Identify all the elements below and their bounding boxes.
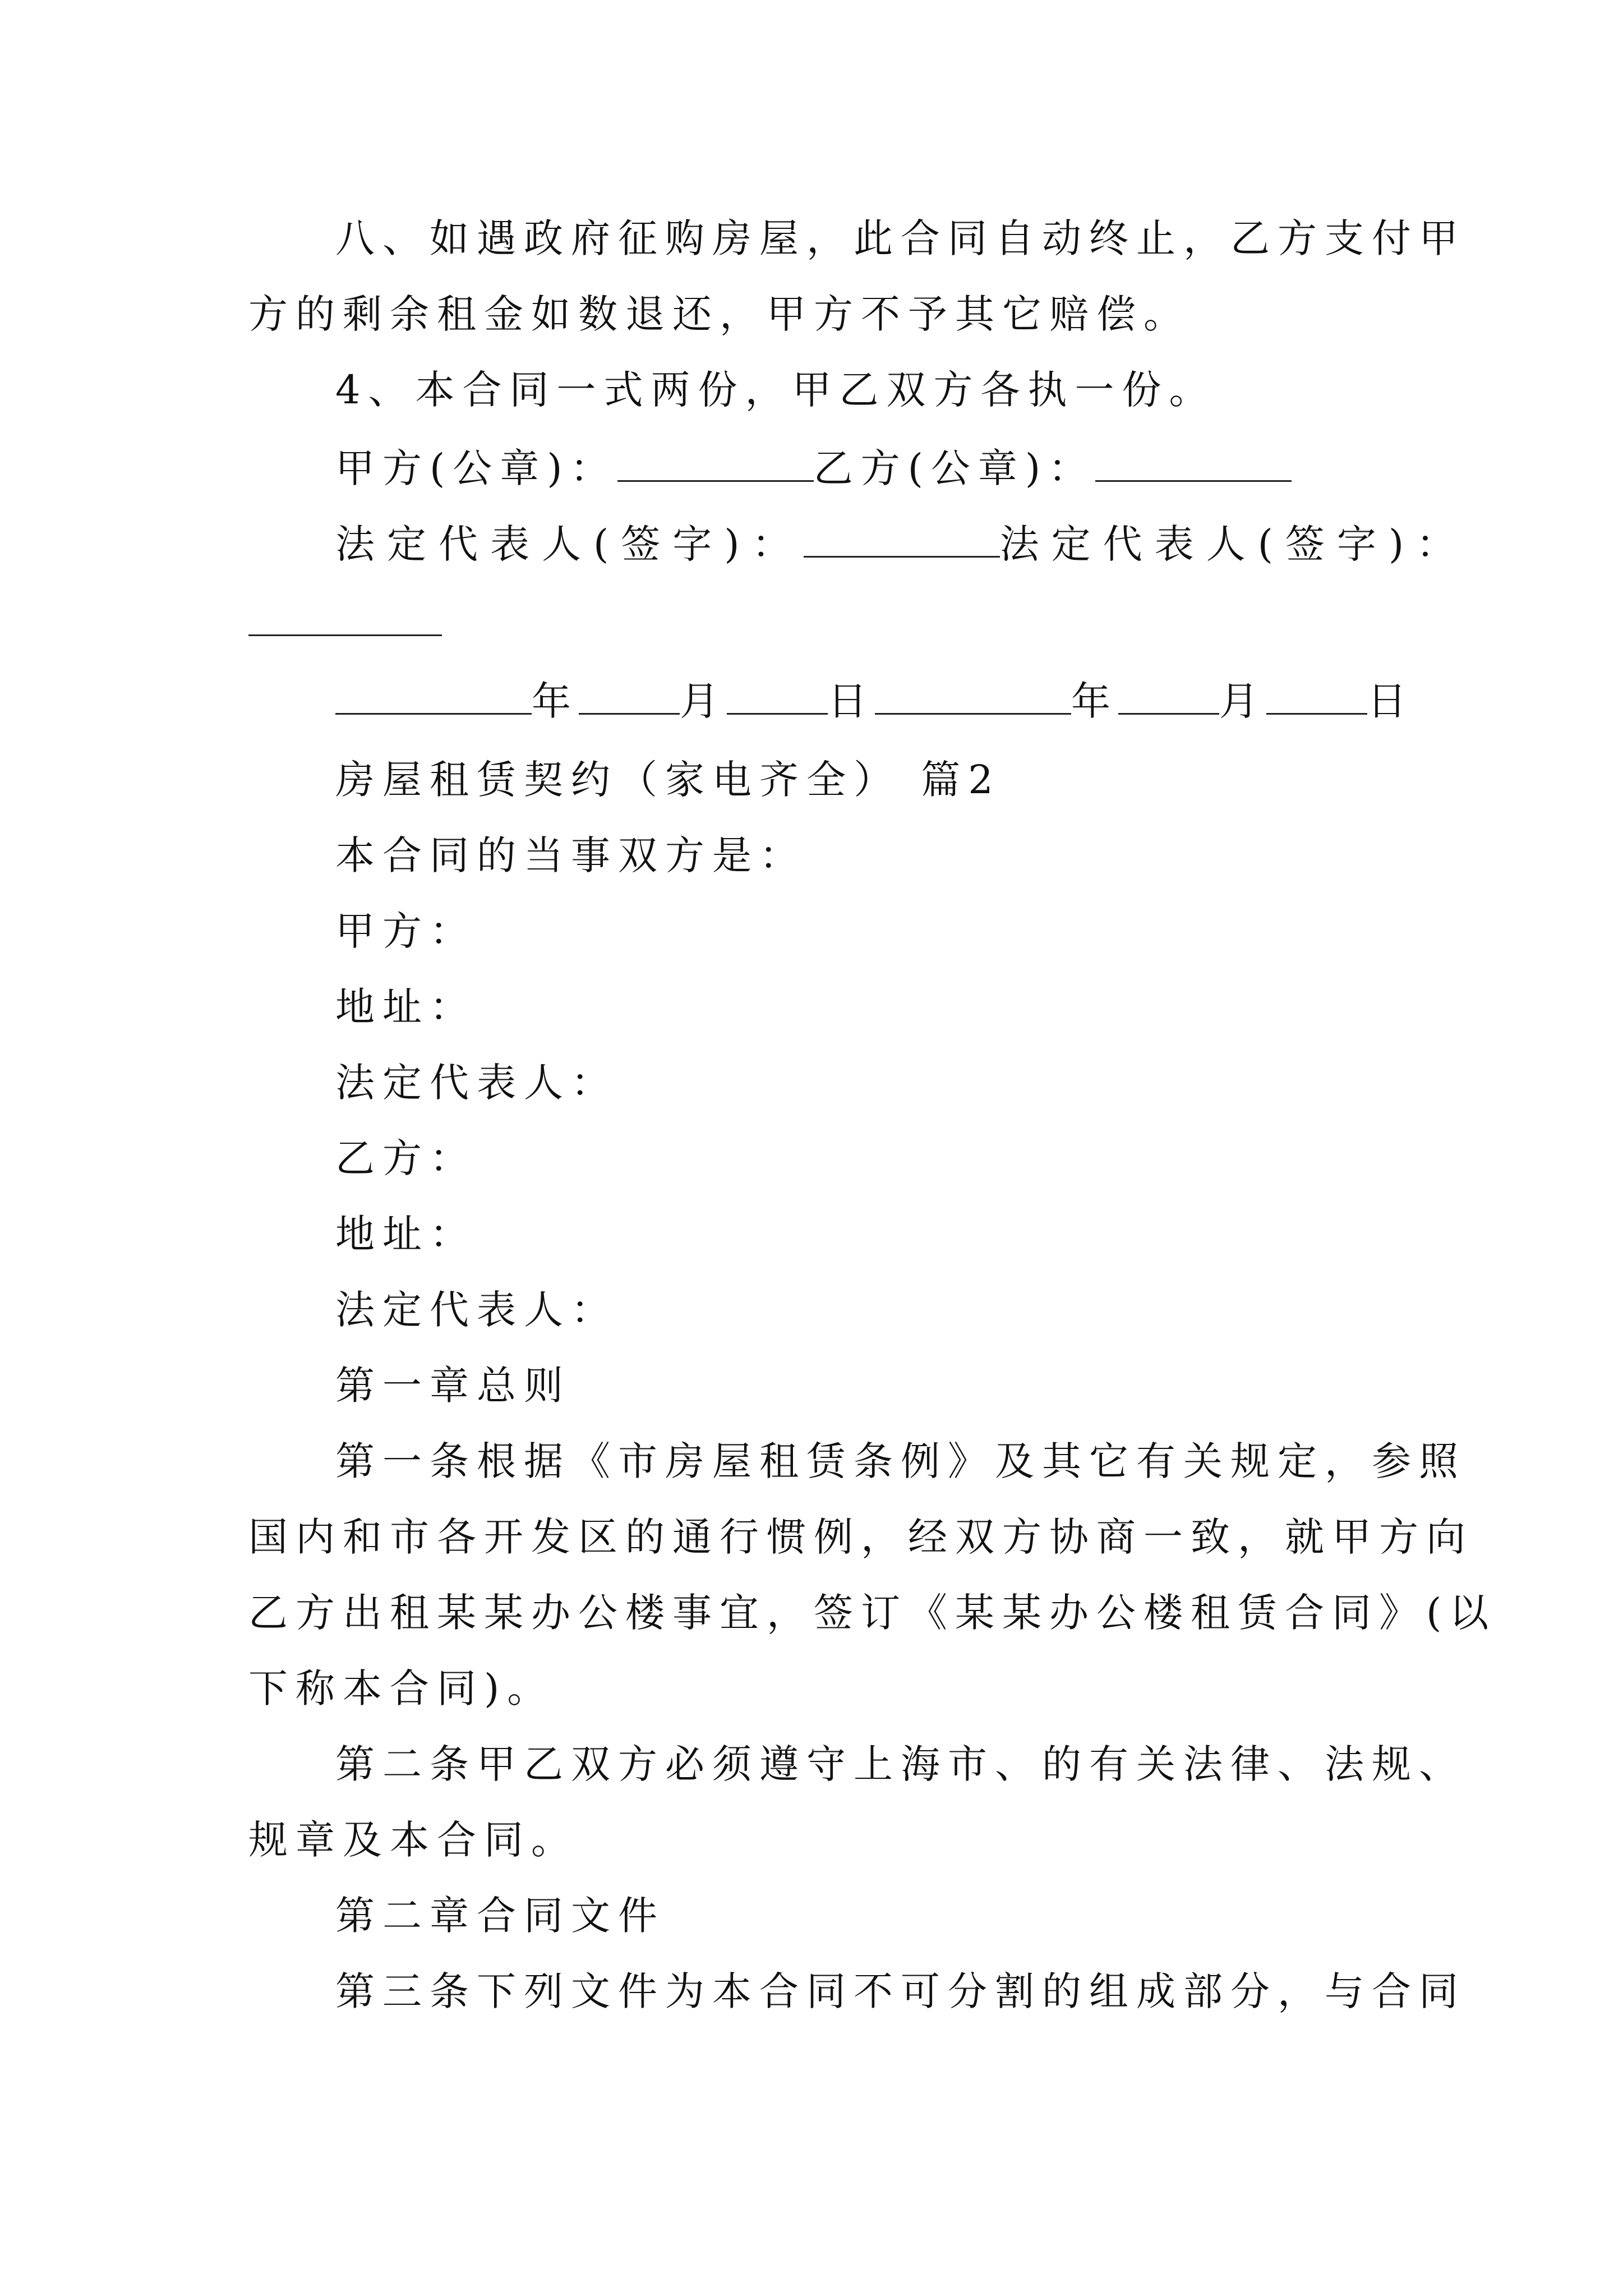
paragraph-line: 八、如遇政府征购房屋，此合同自动终止，乙方支付甲	[335, 215, 1466, 261]
section-title: 房屋租赁契约（家电齐全） 篇2	[335, 757, 1001, 803]
year-a-blank	[335, 678, 532, 715]
party-b-seal-blank	[1095, 445, 1292, 482]
month-a-label: 月	[680, 678, 727, 724]
paragraph-line: 国内和市各开发区的通行惯例，经双方协商一致，就甲方向	[248, 1514, 1473, 1560]
date-line	[335, 673, 1414, 729]
paragraph-line: 第二条甲乙双方必须遵守上海市、的有关法律、法规、	[335, 1741, 1466, 1787]
day-b-label: 日	[1367, 678, 1414, 724]
field-label: 法定代表人：	[335, 1060, 618, 1106]
year-b-label: 年	[1071, 678, 1118, 724]
paragraph-line: 第一条根据《市房屋租赁条例》及其它有关规定，参照	[335, 1438, 1466, 1484]
paragraph-line: 第三条下列文件为本合同不可分割的组成部分，与合同	[335, 1968, 1466, 2014]
paragraph-line: 方的剩余租金如数退还，甲方不予其它赔偿。	[248, 291, 1191, 337]
rep-b-sign-blank-line	[248, 595, 442, 651]
party-b-seal-label: 乙方(公章)：	[813, 445, 1096, 491]
rep-b-sign-blank	[248, 600, 442, 636]
field-label: 乙方：	[335, 1135, 477, 1181]
day-a-label: 日	[828, 678, 875, 724]
field-label: 甲方：	[335, 908, 477, 954]
month-b-blank	[1118, 678, 1219, 715]
month-b-label: 月	[1219, 678, 1266, 724]
field-label: 地址：	[335, 1211, 477, 1257]
day-a-blank	[727, 678, 828, 715]
chapter-heading: 第二章合同文件	[335, 1893, 665, 1939]
paragraph-line: 4、本合同一式两份，甲乙双方各执一份。	[335, 367, 1216, 413]
rep-b-sign-label: 法定代表人(签字)：	[999, 521, 1468, 567]
month-a-blank	[579, 678, 680, 715]
year-b-blank	[875, 678, 1071, 715]
year-a-label: 年	[532, 678, 579, 724]
rep-a-sign-label: 法定代表人(签字)：	[335, 521, 804, 567]
representative-sign-line	[335, 516, 1468, 572]
chapter-heading: 第一章总则	[335, 1363, 571, 1409]
paragraph-line: 下称本合同)。	[248, 1665, 555, 1711]
paragraph-line: 乙方出租某某办公楼事宜，签订《某某办公楼租赁合同》(以	[248, 1590, 1497, 1636]
party-a-seal-blank	[617, 445, 814, 482]
paragraph-line: 规章及本合同。	[248, 1817, 578, 1863]
field-label: 地址：	[335, 984, 477, 1030]
seal-line	[335, 440, 1292, 496]
rep-a-sign-blank	[804, 521, 1000, 558]
day-b-blank	[1266, 678, 1367, 715]
party-a-seal-label: 甲方(公章)：	[335, 445, 617, 491]
paragraph-line: 本合同的当事双方是：	[335, 832, 806, 878]
field-label: 法定代表人：	[335, 1287, 618, 1333]
